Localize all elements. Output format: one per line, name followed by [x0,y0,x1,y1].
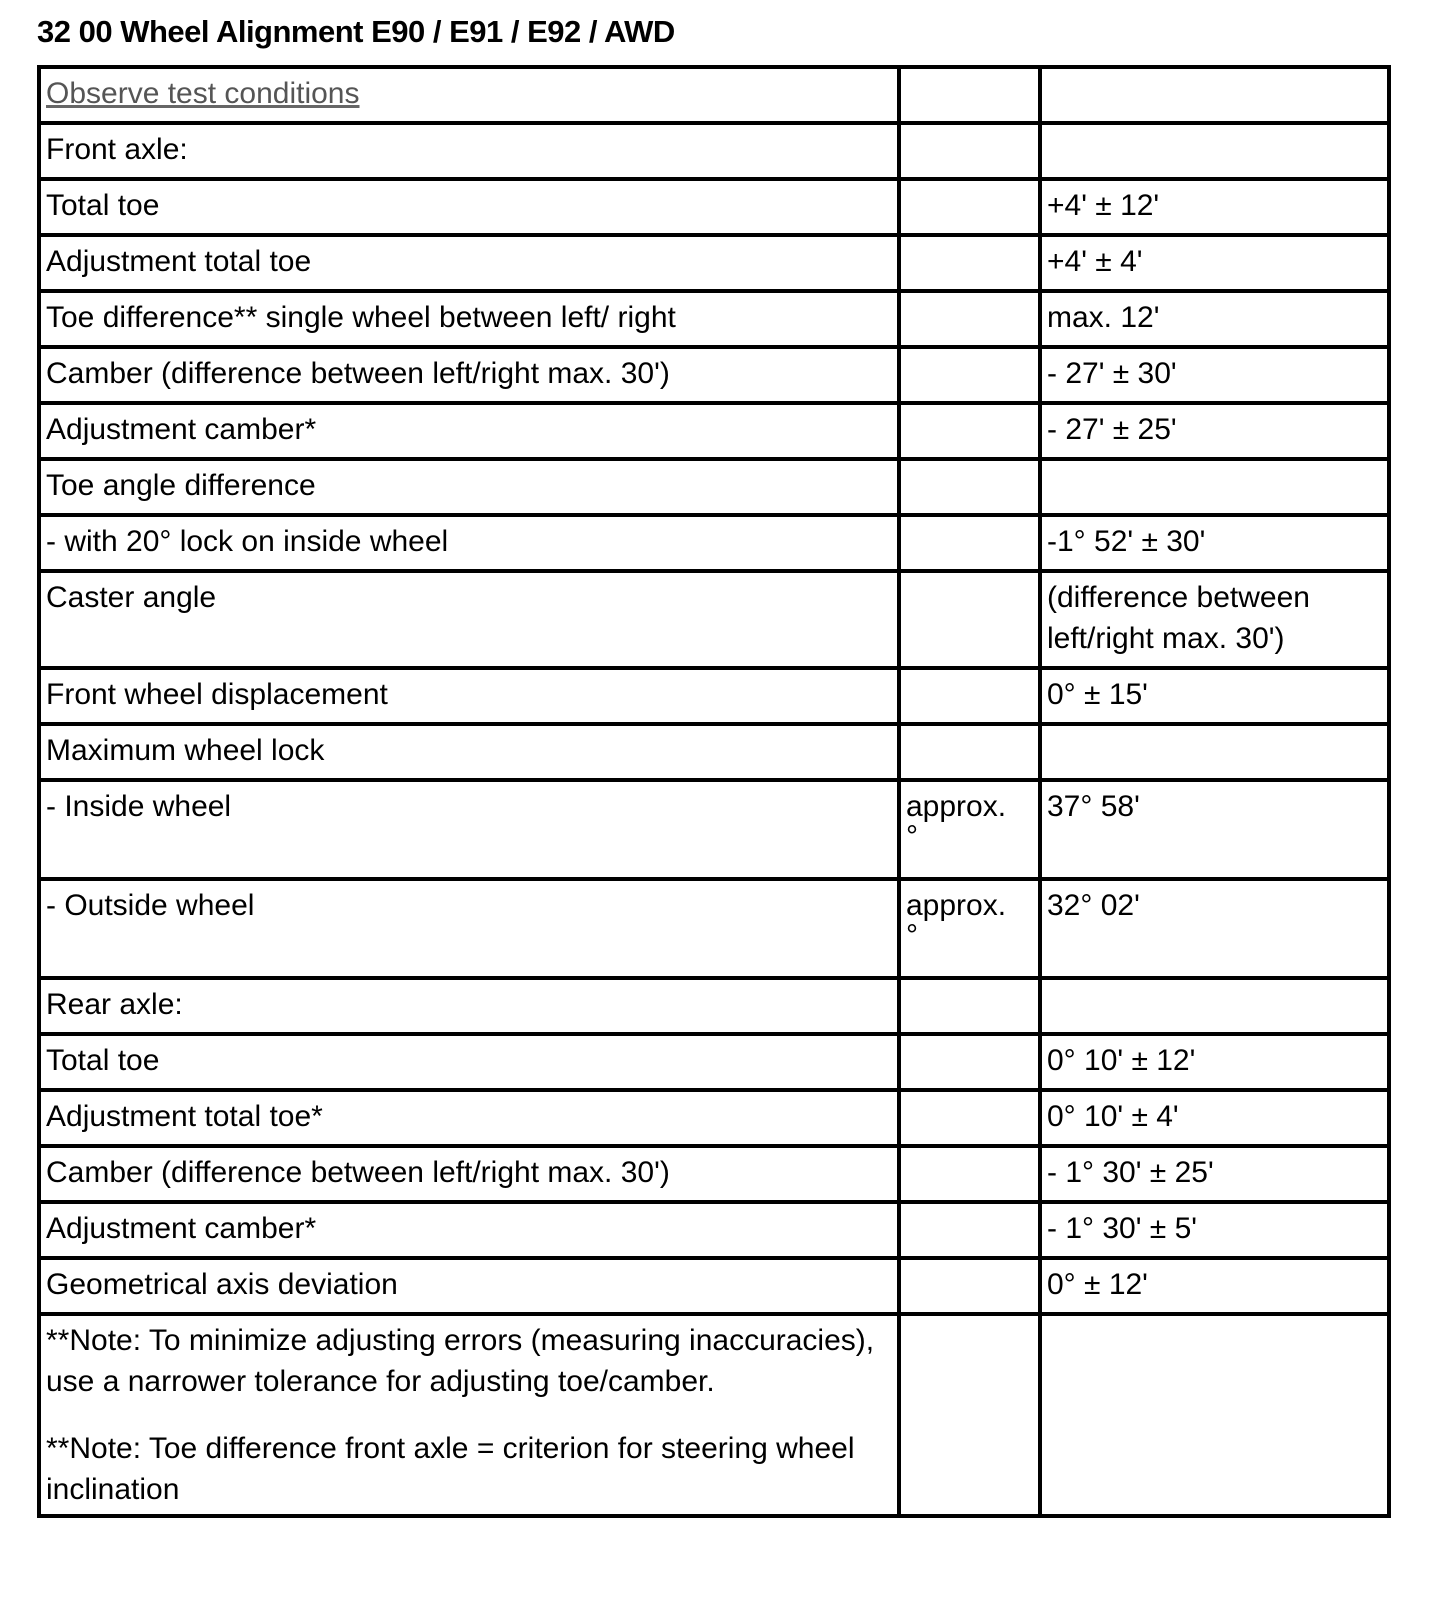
label-cell: - with 20° lock on inside wheel [39,515,899,571]
label-cell: Camber (difference between left/right max. 30') [39,347,899,403]
value-cell [1040,459,1389,515]
value-cell: +4' ± 12' [1040,179,1389,235]
value-cell: 0° 10' ± 12' [1040,1034,1389,1090]
table-row [39,1202,1389,1258]
unit-cell [899,459,1040,515]
unit-cell [899,571,1040,668]
unit-approx: approx. [906,889,1007,922]
label-cell: Front wheel displacement [39,668,899,724]
section-heading-rear-axle: Rear axle: [39,978,899,1034]
observe-test-conditions-link[interactable]: Observe test conditions [46,77,360,110]
value-cell [1040,123,1389,179]
label-cell: Adjustment camber* [39,1202,899,1258]
unit-cell [899,978,1040,1034]
unit-cell [899,123,1040,179]
table-row [39,1090,1389,1146]
label-cell: Adjustment camber* [39,403,899,459]
unit-approx: approx. [906,790,1007,823]
table-row [39,179,1389,235]
value-cell [1040,1314,1389,1516]
table-row [39,1258,1389,1314]
table-row [39,978,1389,1034]
unit-cell [899,668,1040,724]
table-row [39,235,1389,291]
unit-cell [899,1258,1040,1314]
unit-cell [899,724,1040,780]
unit-cell [899,179,1040,235]
value-cell: -1° 52' ± 30' [1040,515,1389,571]
section-heading-front-axle: Front axle: [39,123,899,179]
wheel-alignment-table [37,65,1391,1518]
unit-cell [899,1146,1040,1202]
table-row [39,67,1389,123]
unit-cell [899,403,1040,459]
unit-degree: ° [906,919,918,952]
label-cell: - Outside wheel [39,879,899,978]
label-cell: Toe angle difference [39,459,899,515]
table-row [39,879,1389,978]
table-row-notes [39,1314,1389,1516]
label-cell: Maximum wheel lock [39,724,899,780]
label-cell: Total toe [39,179,899,235]
value-cell [1040,724,1389,780]
value-cell: - 27' ± 30' [1040,347,1389,403]
page-title: 32 00 Wheel Alignment E90 / E91 / E92 / AWD [37,14,675,49]
label-cell: Adjustment total toe* [39,1090,899,1146]
label-cell: Caster angle [39,571,899,668]
table-row [39,571,1389,668]
value-cell [1040,978,1389,1034]
label-cell: Toe difference** single wheel between left/ right [39,291,899,347]
unit-degree: ° [906,820,918,853]
table-row [39,515,1389,571]
unit-cell [899,879,1040,978]
table-row [39,780,1389,879]
unit-cell [899,1034,1040,1090]
table-row [39,1034,1389,1090]
table-row [39,291,1389,347]
table-row [39,347,1389,403]
label-cell: Total toe [39,1034,899,1090]
value-cell: 0° ± 12' [1040,1258,1389,1314]
value-cell: 0° ± 15' [1040,668,1389,724]
value-cell [1040,67,1389,123]
unit-cell [899,67,1040,123]
table-row [39,1146,1389,1202]
value-cell: - 1° 30' ± 25' [1040,1146,1389,1202]
value-cell: +4' ± 4' [1040,235,1389,291]
unit-cell [899,347,1040,403]
unit-cell [899,291,1040,347]
label-cell: - Inside wheel [39,780,899,879]
label-cell: Adjustment total toe [39,235,899,291]
note-steering-wheel-inclination: **Note: Toe difference front axle = criterion for steering wheel inclination [46,1432,855,1506]
unit-cell [899,1090,1040,1146]
unit-cell [899,235,1040,291]
value-cell: - 27' ± 25' [1040,403,1389,459]
unit-cell [899,780,1040,879]
value-cell: (difference between left/right max. 30') [1040,571,1389,668]
value-cell: - 1° 30' ± 5' [1040,1202,1389,1258]
notes-cell [39,1314,899,1516]
value-cell: 32° 02' [1040,879,1389,978]
table-row [39,123,1389,179]
label-cell: Camber (difference between left/right max. 30') [39,1146,899,1202]
value-cell: 37° 58' [1040,780,1389,879]
unit-cell [899,515,1040,571]
table-row [39,668,1389,724]
value-cell: 0° 10' ± 4' [1040,1090,1389,1146]
note-adjusting-tolerance: **Note: To minimize adjusting errors (measuring inaccuracies), use a narrower tolerance for adjusting toe/camber. [46,1324,875,1398]
table-row [39,724,1389,780]
label-cell: Geometrical axis deviation [39,1258,899,1314]
table-row [39,459,1389,515]
unit-cell [899,1314,1040,1516]
table-row [39,403,1389,459]
unit-cell [899,1202,1040,1258]
value-cell: max. 12' [1040,291,1389,347]
